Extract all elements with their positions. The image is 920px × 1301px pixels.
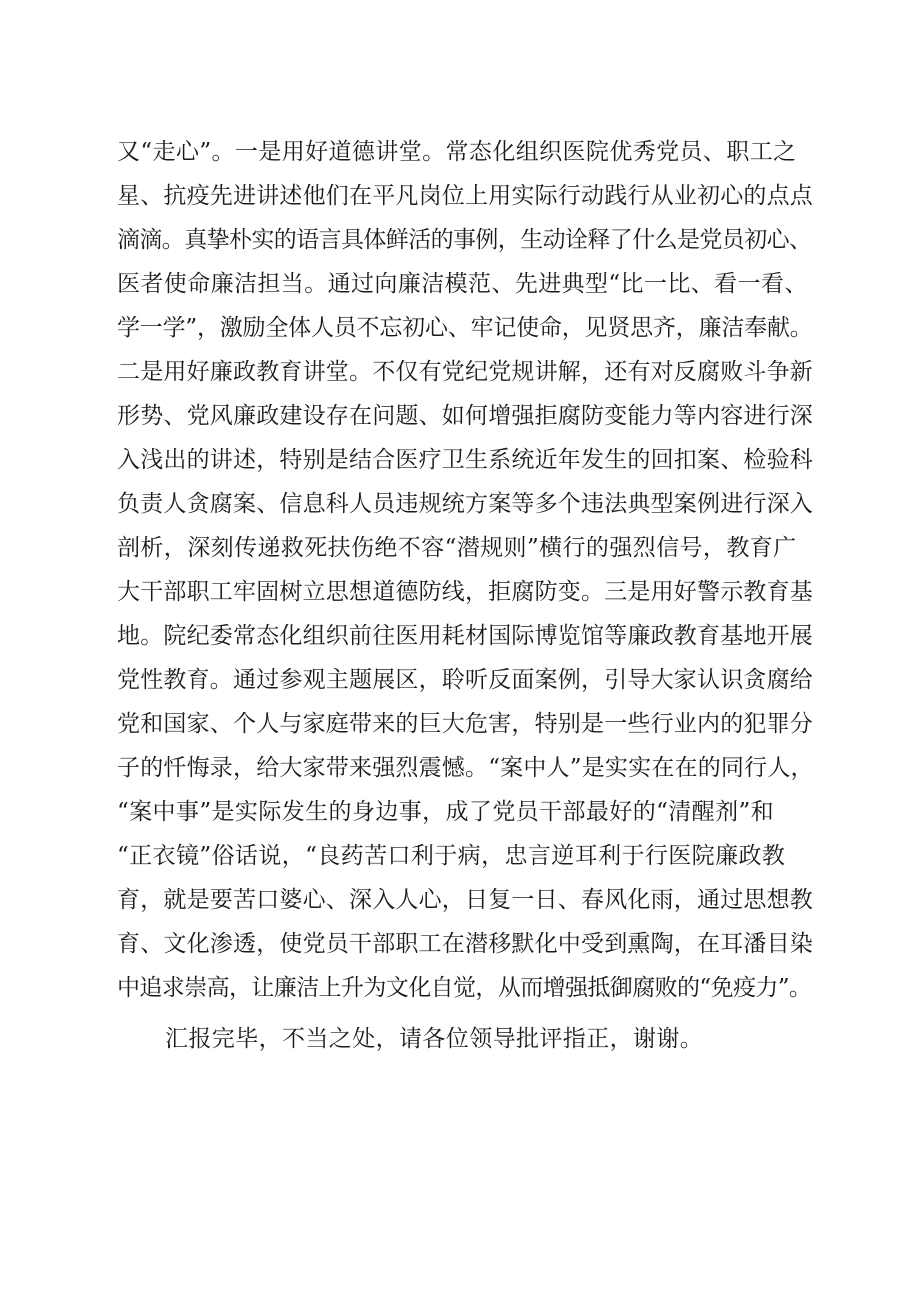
closing-remark: 汇报完毕，不当之处，请各位领导批评指正，谢谢。 bbox=[165, 1026, 704, 1052]
paragraph-line-20: 中追求崇高，让廉洁上升为文化自觉，从而增强抵御腐败的“免疫力”。 bbox=[117, 975, 812, 1001]
paragraph-line-18: 育，就是要苦口婆心、深入人心，日复一日、春风化雨，通过思想教 bbox=[117, 887, 813, 913]
paragraph-line-16: “案中事”是实际发生的身边事，成了党员干部最好的“清醒剂”和 bbox=[117, 799, 775, 825]
paragraph-line-7: 形势、党风廉政建设存在问题、如何增强拒腐防变能力等内容进行深 bbox=[117, 403, 813, 429]
paragraph-line-11: 大干部职工牢固树立思想道德防线，拒腐防变。三是用好警示教育基 bbox=[117, 579, 813, 605]
paragraph-line-3: 滴滴。真挚朴实的语言具体鲜活的事例，生动诠释了什么是党员初心、 bbox=[117, 227, 812, 253]
paragraph-line-4: 医者使命廉洁担当。通过向廉洁模范、先进典型“比一比、看一看、 bbox=[117, 271, 808, 297]
paragraph-line-14: 党和国家、个人与家庭带来的巨大危害，特别是一些行业内的犯罪分 bbox=[117, 711, 813, 737]
paragraph-line-10: 剖析，深刻传递救死扶伤绝不容“潜规则”横行的强烈信号，教育广 bbox=[117, 535, 797, 561]
paragraph-line-17: “正衣镜”俗话说，“良药苦口利于病，忠言逆耳利于行医院廉政教 bbox=[117, 843, 786, 869]
paragraph-line-1: 又“走心”。一是用好道德讲堂。常态化组织医院优秀党员、职工之 bbox=[117, 139, 797, 165]
paragraph-line-6: 二是用好廉政教育讲堂。不仅有党纪党规讲解，还有对反腐败斗争新 bbox=[117, 359, 813, 385]
paragraph-line-8: 入浅出的讲述，特别是结合医疗卫生系统近年发生的回扣案、检验科 bbox=[117, 447, 813, 473]
paragraph-line-19: 育、文化渗透，使党员干部职工在潜移默化中受到熏陶，在耳潘目染 bbox=[117, 931, 813, 957]
paragraph-line-5: 学一学”，激励全体人员不忘初心、牢记使命，见贤思齐，廉洁奉献。 bbox=[117, 315, 813, 341]
paragraph-line-9: 负责人贪腐案、信息科人员违规统方案等多个违法典型案例进行深入 bbox=[117, 491, 813, 517]
paragraph-line-12: 地。院纪委常态化组织前往医用耗材国际博览馆等廉政教育基地开展 bbox=[117, 623, 813, 649]
paragraph-line-2: 星、抗疫先进讲述他们在平凡岗位上用实际行动践行从业初心的点点 bbox=[117, 183, 813, 209]
paragraph-line-15: 子的忏悔录，给大家带来强烈震憾。“案中人”是实实在在的同行人， bbox=[117, 755, 814, 781]
paragraph-line-13: 党性教育。通过参观主题展区，聆听反面案例，引导大家认识贪腐给 bbox=[117, 667, 813, 693]
